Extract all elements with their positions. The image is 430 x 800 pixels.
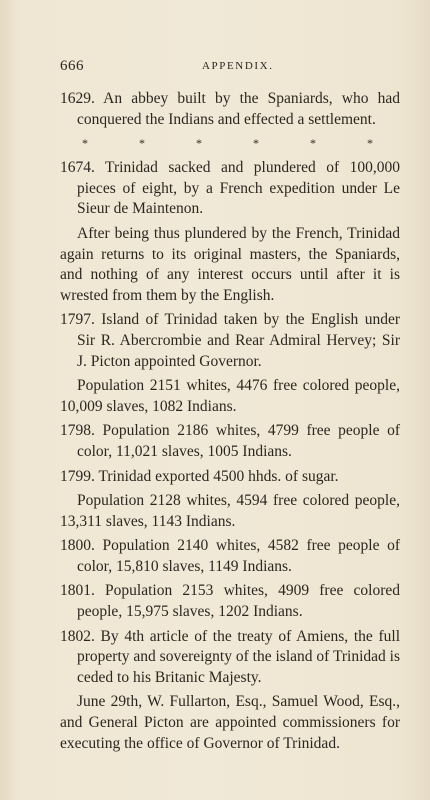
chronology-entry-1798: 1798. Population 2186 whites, 4799 free people of color, 11,021 slaves, 1005 Indians. [60, 422, 400, 460]
paragraph-after-1674: After being thus plundered by the French, Trinidad again returns to its original masters, the Spaniards, and nothing of any interest occurs until after it is wrested from them by the English. [60, 224, 400, 304]
page-body [60, 89, 400, 758]
chronology-entry-1801: 1801. Population 2153 whites, 4909 free colored people, 15,975 slaves, 1202 Indians. [60, 582, 400, 621]
chronology-entry-1802: 1802. By 4th article of the treaty of Amiens, the full property and sovereignty of the island of Trinidad is ceded to his Britanic Majesty. [60, 627, 400, 686]
page-number: 666 [60, 58, 84, 74]
chronology-entry-1674: 1674. Trinidad sacked and plundered of 100,000 pieces of eight, by a French expedition under Le Sieur de Maintenon. [60, 159, 400, 218]
chronology-entry-1800: 1800. Population 2140 whites, 4582 free people of color, 15,810 slaves, 1149 Indians. [60, 537, 400, 575]
population-1799: Population 2128 whites, 4594 free colored people, 13,311 slaves, 1143 Indians. [60, 492, 400, 530]
paragraph-1802-commissioners: June 29th, W. Fullarton, Esq., Samuel Wood, Esq., and General Picton are appointed commissioners for executing the office of Governor of Trinidad. [60, 693, 400, 752]
chronology-entry-1629: 1629. An abbey built by the Spaniards, who had conquered the Indians and effected a settlement. [60, 90, 400, 128]
population-1797: Population 2151 whites, 4476 free colored people, 10,009 slaves, 1082 Indians. [60, 377, 400, 415]
chronology-entry-1797: 1797. Island of Trinidad taken by the English under Sir R. Abercrombie and Rear Admiral Hervey; Sir J. Picton appointed Governor. [60, 311, 400, 370]
chronology-entry-1799: 1799. Trinidad exported 4500 hhds. of sugar. [60, 467, 339, 485]
page-header [60, 58, 400, 78]
section-break-asterisks: * * * * * * [82, 136, 397, 151]
running-head: APPENDIX. [202, 60, 274, 72]
